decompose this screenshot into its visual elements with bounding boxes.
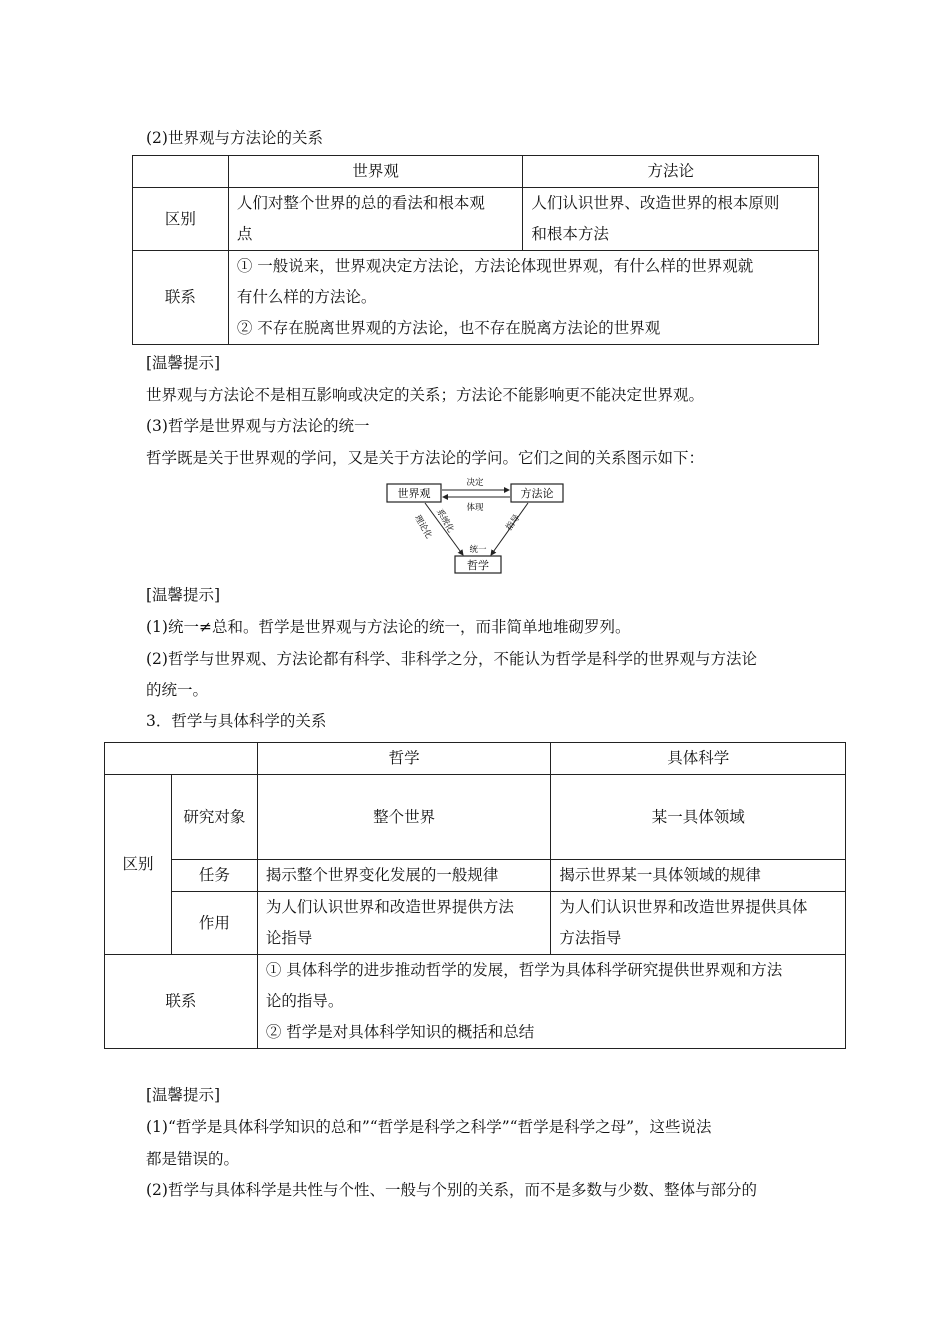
table-row bbox=[133, 188, 819, 251]
row-sublabel-role: 作用 bbox=[171, 892, 257, 955]
unity-label: 统一 bbox=[469, 545, 487, 555]
philosophy-relationship-diagram bbox=[385, 472, 565, 578]
theorize-label: 理论化 bbox=[412, 513, 434, 541]
cell-text-line: 有什么样的方法论。 bbox=[236, 288, 377, 306]
philosophy-box-label: 哲学 bbox=[467, 559, 489, 572]
philosophy-science-table bbox=[104, 742, 846, 1049]
cell-text-line: 论的指导。 bbox=[265, 992, 344, 1010]
worldview-box-label: 世界观 bbox=[397, 487, 431, 500]
cell-text-line: 人们认识世界、改造世界的根本原则 bbox=[531, 194, 780, 212]
table-cell bbox=[257, 892, 551, 955]
table-row bbox=[105, 775, 846, 860]
tip-text: 的统一。 bbox=[146, 681, 209, 699]
table-cell: 揭示世界某一具体领域的规律 bbox=[551, 860, 846, 892]
cell-text-line: ① 具体科学的进步推动哲学的发展，哲学为具体科学研究提供世界观和方法 bbox=[265, 961, 783, 979]
tip-text: (2)哲学与具体科学是共性与个性、一般与个别的关系，而不是多数与少数、整体与部分的 bbox=[146, 1181, 757, 1199]
guidance-label: 指导 bbox=[504, 513, 523, 533]
row-label-difference: 区别 bbox=[133, 188, 229, 251]
methodology-box-label: 方法论 bbox=[520, 487, 554, 500]
embodies-label: 体现 bbox=[466, 503, 484, 513]
tip-text: 都是错误的。 bbox=[146, 1150, 240, 1168]
table-row bbox=[105, 955, 846, 1049]
cell-text-line: 为人们认识世界和改造世界提供具体 bbox=[559, 898, 808, 916]
tip-label: [温馨提示] bbox=[146, 1086, 221, 1104]
cell-text-line: 为人们认识世界和改造世界提供方法 bbox=[265, 898, 514, 916]
table-corner-cell bbox=[133, 156, 229, 188]
cell-text-line: ① 一般说来，世界观决定方法论，方法论体现世界观，有什么样的世界观就 bbox=[236, 257, 754, 275]
section-heading: (2)世界观与方法论的关系 bbox=[146, 129, 323, 147]
table-header-philosophy: 哲学 bbox=[257, 743, 551, 775]
cell-text-line: ② 哲学是对具体科学知识的概括和总结 bbox=[265, 1023, 535, 1041]
decides-label: 决定 bbox=[466, 478, 484, 488]
table-corner-cell bbox=[105, 743, 258, 775]
tip-text: (2)哲学与世界观、方法论都有科学、非科学之分，不能认为哲学是科学的世界观与方法论 bbox=[146, 650, 757, 668]
cell-text-line: ② 不存在脱离世界观的方法论，也不存在脱离方法论的世界观 bbox=[236, 319, 661, 337]
table-header-worldview: 世界观 bbox=[228, 156, 523, 188]
tip-text: (1)统一≠总和。哲学是世界观与方法论的统一，而非简单地堆砌罗列。 bbox=[146, 618, 631, 636]
cell-text-line: 论指导 bbox=[265, 929, 313, 947]
row-sublabel-task: 任务 bbox=[171, 860, 257, 892]
paragraph: 哲学既是关于世界观的学问，又是关于方法论的学问。它们之间的关系图示如下： bbox=[146, 449, 705, 467]
table-cell: 整个世界 bbox=[257, 775, 551, 860]
table-cell bbox=[228, 188, 523, 251]
table-cell bbox=[257, 955, 845, 1049]
table-header-methodology: 方法论 bbox=[523, 156, 819, 188]
table-cell bbox=[523, 188, 819, 251]
cell-text-line: 点 bbox=[236, 225, 253, 243]
table-cell: 某一具体领域 bbox=[551, 775, 846, 860]
table-header-row bbox=[133, 156, 819, 188]
cell-text-line: 方法指导 bbox=[559, 929, 622, 947]
table-cell bbox=[228, 251, 818, 345]
table-row bbox=[105, 860, 846, 892]
row-label-connection: 联系 bbox=[133, 251, 229, 345]
table-row bbox=[105, 892, 846, 955]
cell-text-line: 和根本方法 bbox=[531, 225, 609, 243]
tip-label: [温馨提示] bbox=[146, 354, 221, 372]
table-cell bbox=[551, 892, 846, 955]
section-heading: (3)哲学是世界观与方法论的统一 bbox=[146, 417, 370, 435]
section-heading: 3．哲学与具体科学的关系 bbox=[146, 712, 327, 730]
row-label-connection: 联系 bbox=[105, 955, 258, 1049]
tip-text: 世界观与方法论不是相互影响或决定的关系；方法论不能影响更不能决定世界观。 bbox=[146, 386, 705, 404]
worldview-methodology-table bbox=[132, 155, 819, 345]
table-row bbox=[133, 251, 819, 345]
row-label-difference: 区别 bbox=[105, 775, 172, 955]
table-cell: 揭示整个世界变化发展的一般规律 bbox=[257, 860, 551, 892]
cell-text-line: 人们对整个世界的总的看法和根本观 bbox=[236, 194, 485, 212]
tip-label: [温馨提示] bbox=[146, 586, 221, 604]
row-sublabel-object: 研究对象 bbox=[171, 775, 257, 860]
table-header-specific-science: 具体科学 bbox=[551, 743, 846, 775]
systematize-label: 系统化 bbox=[434, 507, 456, 535]
table-header-row bbox=[105, 743, 846, 775]
tip-text: (1)“哲学是具体科学知识的总和”“哲学是科学之科学”“哲学是科学之母”，这些说法 bbox=[146, 1118, 712, 1136]
